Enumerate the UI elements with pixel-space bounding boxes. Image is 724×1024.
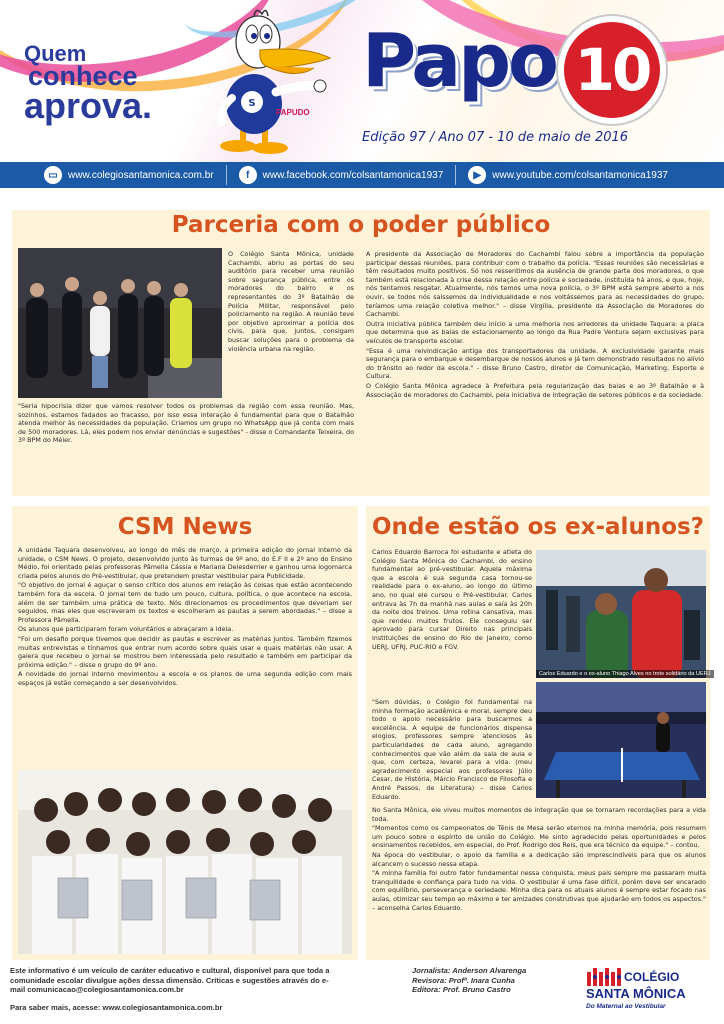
youtube-link[interactable]: ▶ www.youtube.com/colsantamonica1937	[468, 166, 668, 184]
school-logo: COLÉGIO SANTA MÔNICA Do Maternal ao Vestibular	[586, 970, 686, 1010]
article-text-column: A presidente da Associação de Moradores do Cachambi falou sobre a importância da população participar dessas reuniões, para contribuir com o trabalho da polícia. "Essas reuniões são necessárias e têm resultados muito positivos. Só nos ressentimos da ausência de grande parte dos moradores, o que também está relacionada à crise dessa relação entre polícia e sociedade, instituída há anos, e que, hoje, nós tentamos resgatar. Atualmente, nós temos uma nova polícia, o 3º BPM está sempre aberto a nos ouvir, se todos nós saíssemos da individualidade e nos voltássemos para as necessidades do grupo, teríamos uma relação coletiva melhor." – disse Virgília, presidente da Associação de Moradores do Cachambi. Outra iniciativa pública também deu início a uma melhoria nos arredores da unidade Taquara: a placa que determina que as baias de estacionamento ao longo da Rua Padre Ventura sejam exclusivas para veículos de transporte escolar. "Essa é uma reivindicação antiga dos transportadores da unidade. A exclusividade garante mais segurança para o embarque e desembarque de nossos alunos e já tem demonstrado resultados no alívio do trânsito ao redor da escola." - disse Bruno Castro, diretor de Comunicação, Marketing, Esporte e Cultura. O Colégio Santa Mônica agradece à Prefeitura pela regularização das baias e ao 3º Batalhão e à Associação de moradores do Cachambi, pela iniciativa de integração de setores públicos e da sociedade.	[366, 250, 704, 399]
pelican-mascot-icon	[196, 6, 336, 156]
table-tennis-photo	[536, 682, 706, 798]
article-title: CSM News	[117, 514, 253, 540]
footer-website-link[interactable]: Para saber mais, acesse: www.colegiosantamonica.com.br	[10, 1002, 223, 1012]
facebook-link[interactable]: f www.facebook.com/colsantamonica1937	[239, 166, 444, 184]
article-text: Carlos Eduardo Barroca foi estudante e atleta do Colégio Santa Mônica do Cachambi, do ensino fundamental ao pré-vestibular. Aquela máxima que a escola é sua segunda casa tornou-se realidade para o ex-aluno, ao longo do último ano, no qual ele cursou o Pré-vestibular. Carlos entrava às 7h da manhã nas aulas e saía às 20h da noite dos treinos. Uma rotina cansativa, mas que rendeu muitos frutos. Ele conseguiu ser aprovado para cursar Direito nas principais instituições de ensino do Rio de Janeiro, como UERJ, UFRJ, PUC-RIO e FGV.	[372, 548, 532, 651]
logo-word: Papo	[362, 18, 556, 104]
divider	[455, 165, 456, 185]
footer-credits: Jornalista: Anderson Alvarenga Revisora: Profª. Inara Cunha Editora: Prof. Bruno Castro	[412, 966, 527, 995]
article-text-column: No Santa Mônica, ele viveu muitos momentos de integração que se tornaram recordações para a vida toda. "Momentos como os campeonatos de Tênis de Mesa serão eternos na minha memória, pois resumem um pouco sobre o espírito de união do Colégio. Me sinto agradecido pelas oportunidades e pelos ensinamentos recebidos, em especial, do Prof. Rodrigo dos Reis, que era técnico da equipe." – contou. Na época do vestibular, o apoio da família e a dedicação são imprescindíveis para que os alunos alcancem o sucesso nessa etapa. "A minha família foi outro fator fundamental nessa conquista, meus pais sempre me passaram muita tranquilidade e confiança para tudo na vida. O vestibular é uma fase difícil, porém deve ser encarado com equilíbrio, perseverança e seriedade. Minha dica para os atuais alunos é sempre estar focado nas aulas, otimizar seu tempo ao máximo e ter amizades construtivas que ajudarão em todos os aspectos." – aconselha Carlos Eduardo.	[372, 806, 706, 912]
graduates-photo	[536, 550, 706, 678]
papo10-logo	[362, 16, 672, 124]
article-text: A unidade Taquara desenvolveu, ao longo do mês de março, a primeira edição do jornal interno da unidade, o CSM News. O projeto, desenvolvido junto às turmas de 9º ano, do E.F II e 2º ano do Ensino Médio, foi orientado pelas professoras Pâmella Cássia e Mariana Delesderrier e ganhou uma logomarca criada pelos alunos do Pré-vestibular, que pretendem prestar vestibular para Publicidade. "O objetivo do jornal é aguçar o senso crítico dos alunos em relação às coisas que estão acontecendo também fora da escola. O jornal tem de tudo um pouco, cultura, política, o que acontece na escola, além de ser também uma prática de texto. Nós direcionamos os procedimentos que deveriam ser seguidos, mas eles que escreveram os textos e escolheram as pautas a serem abordadas." – disse a Professora Pâmella. Os alunos que participaram foram voluntários e abraçaram a ideia. "Foi um desafio porque tivemos que decidir as pautas e escrever as matérias juntos. Também fizemos muitas entrevistas e tínhamos que entrar num acordo sobre quais usar e quais matérias não usar. A galera que recebeu o jornal se mostrou bem interessada pelo resultado e também em participar da próxima edição." – disse o grupo do 9º ano. A novidade do jornal interno movimentou a escola e os planos de uma segunda edição com mais espaços já estão começando a ser desenvolvidos.	[18, 546, 352, 687]
article-public-partnership	[12, 210, 710, 496]
facebook-icon: f	[239, 166, 257, 184]
school-emblem-icon	[586, 968, 622, 986]
monitor-icon: ▭	[44, 166, 62, 184]
edition-line: Edição 97 / Ano 07 - 10 de maio de 2016	[362, 130, 629, 145]
website-link[interactable]: ▭ www.colegiosantamonica.com.br	[44, 166, 214, 184]
slogan: Quem conhece aprova.	[24, 41, 153, 127]
article-former-students	[366, 506, 710, 960]
youtube-icon: ▶	[468, 166, 486, 184]
article-csm-news	[12, 506, 358, 960]
footer-info: Este informativo é um veículo de caráter educativo e cultural, disponível para que toda a comunidade escolar divulgue ações dessa dimensão. Críticas e sugestões através do e-mail comunicacao@colegiosantamonica.com.br Para saber mais, acesse: www.colegiosantamonica.com.br	[10, 966, 340, 1012]
article-title: Onde estão os ex-alunos?	[371, 514, 705, 540]
students-newspaper-photo	[18, 770, 352, 954]
masthead	[0, 0, 724, 162]
mascot-name: PAPUDO	[276, 108, 310, 117]
article-quote: "Seria hipocrisia dizer que vamos resolver todos os problemas da região com essa reunião. Mas, sozinhos, estamos fadados ao fracasso, por isso essa interação é fundamental para que o Batalhão atenda melhor às necessidades da população. Criamos um grupo no WhatsApp que já conta com mais de 500 moradores. Lá, eles podem nos enviar denúncias e sugestões" - disse o Comandante Teixeira, do 3º BPM do Méier.	[18, 402, 354, 445]
article-title: Parceria com o poder público	[171, 212, 551, 238]
logo-number-badge: 10	[558, 16, 666, 124]
footer	[0, 962, 724, 1024]
meeting-group-photo	[18, 248, 222, 398]
divider	[226, 165, 227, 185]
social-links-bar	[0, 162, 724, 188]
photo-caption: Carlos Eduardo e o ex-aluno Thiago Alves no trote solidário da UERJ	[536, 670, 714, 678]
article-quote: "Sem dúvidas, o Colégio foi fundamental na minha formação acadêmica e moral, sempre deu todo o apoio necessário para buscarmos a excelência. A equipe de funcionários dispensa elogios, professores sempre atenciosos às particularidades de cada aluno, agregando conhecimentos que vão além da sala de aula e que, com certeza, levarei para a vida. (meu agradecimento especial aos professores Júlio Cesar, de História, Márcio Francisco de Filosofia e André Passos, de Literatura) – disse Carlos Eduardo.	[372, 698, 532, 801]
svg-text:S: S	[248, 98, 256, 109]
article-text: O Colégio Santa Mônica, unidade Cachambi, abriu as portas do seu auditório para receber uma reunião sobre segurança pública, entre os moradores do bairro e os representantes do 3º Batalhão de Polícia Militar, responsável pelo policiamento na região. A reunião teve por objetivo aproximar a polícia dos civis, para que, juntos, consigam buscar soluções para o problema da violência urbana na região.	[228, 250, 354, 353]
